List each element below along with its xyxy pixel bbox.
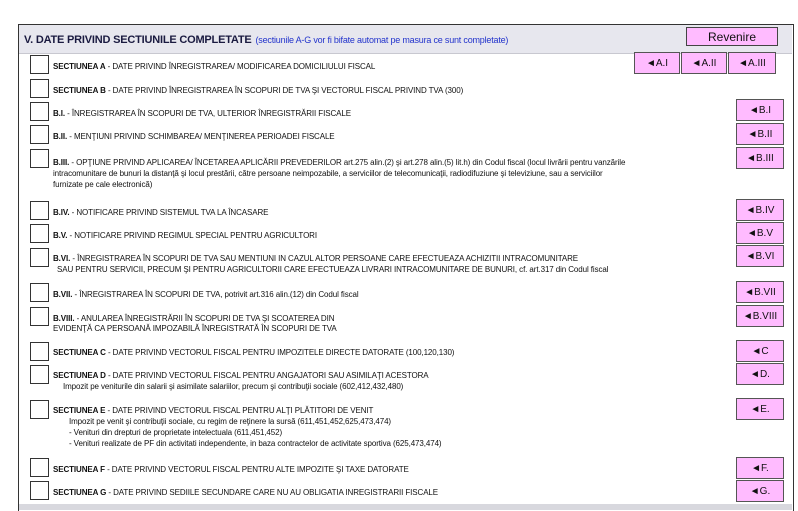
row-b3-line2: intracomunitare de bunuri la distanţă şi locul prestării, către persoane neimpozabile, a serviciilor de telecomunicaţii, radiodifuziune şi televiziune, sau a serviciilor <box>53 169 603 178</box>
row-b4 <box>53 207 268 218</box>
row-label: SECTIUNEA C <box>53 348 106 357</box>
bottom-border <box>19 504 792 510</box>
checkbox-b7[interactable] <box>30 283 49 302</box>
nav-a1-button[interactable]: ◄A.I <box>634 52 680 74</box>
subtitle-text: (sectiunile A-G vor fi bifate automat pe masura ce sunt completate) <box>255 35 509 45</box>
row-label: SECTIUNEA B <box>53 86 106 95</box>
nav-g-button[interactable]: ◄G. <box>736 480 784 502</box>
row-label: SECTIUNEA A <box>53 62 106 71</box>
row-e-line4: - Venituri realizate de PF din activitati independente, in baza contractelor de activitate sportiva (625,473,474) <box>69 439 442 448</box>
row-label: B.IV. <box>53 208 70 217</box>
nav-d-button[interactable]: ◄D. <box>736 363 784 385</box>
row-label: B.VII. <box>53 290 73 299</box>
row-desc: - DATE PRIVIND ÎNREGISTRAREA ÎN SCOPURI DE TVA ŞI VECTORUL FISCAL PRIVIND TVA (300) <box>105 86 464 95</box>
checkbox-b4[interactable] <box>30 201 49 220</box>
row-b1 <box>53 108 351 119</box>
row-desc: - DATE PRIVIND VECTORUL FISCAL PENTRU ANGAJATORI SAU ASIMILAŢI ACESTORA <box>105 371 429 380</box>
row-b2 <box>53 131 335 142</box>
checkbox-sectiunea-f[interactable] <box>30 458 49 477</box>
nav-b5-button[interactable]: ◄B.V <box>736 222 784 244</box>
row-desc: - OPŢIUNE PRIVIND APLICAREA/ ÎNCETAREA APLICĂRII PREVEDERILOR art.275 alin.(2) şi art.278 alin.(5) lit.h) din Codul fiscal (locul livrării pentru vanzările <box>69 158 626 167</box>
row-desc: - ÎNREGISTRAREA ÎN SCOPURI DE TVA, ULTERIOR ÎNREGISTRĂRII FISCALE <box>65 109 351 118</box>
nav-b2-button[interactable]: ◄B.II <box>736 123 784 145</box>
checkbox-b5[interactable] <box>30 224 49 243</box>
row-b6-line2: SAU PENTRU SERVICII, PRECUM ŞI PENTRU AGRICULTORII CARE EFECTUEAZA LIVRARI INTRACOMUNITARE DE BUNURI, cf. art.317 din Codul fiscal <box>57 265 609 274</box>
row-b5 <box>53 230 317 241</box>
row-b3 <box>53 157 625 168</box>
row-desc: - NOTIFICARE PRIVIND SISTEMUL TVA LA ÎNCASARE <box>69 208 269 217</box>
checkbox-sectiunea-b[interactable] <box>30 79 49 98</box>
row-desc: - DATE PRIVIND ÎNREGISTRAREA/ MODIFICAREA DOMICILIULUI FISCAL <box>105 62 376 71</box>
row-desc: - MENŢIUNI PRIVIND SCHIMBAREA/ MENŢINEREA PERIOADEI FISCALE <box>67 132 335 141</box>
row-b6 <box>53 253 578 264</box>
row-b8-line2: EVIDENŢĂ CA PERSOANĂ IMPOZABILĂ ÎNREGISTRATĂ ÎN SCOPURI DE TVA <box>53 324 337 333</box>
row-desc: - ÎNREGISTRAREA ÎN SCOPURI DE TVA, potrivit art.316 alin.(12) din Codul fiscal <box>72 290 359 299</box>
row-sectiunea-f <box>53 464 409 475</box>
row-e-line3: - Venituri din drepturi de proprietate intelectuala (611,451,452) <box>69 428 283 437</box>
nav-b3-button[interactable]: ◄B.III <box>736 147 784 169</box>
row-sectiunea-c <box>53 347 454 358</box>
nav-a3-button[interactable]: ◄A.III <box>728 52 776 74</box>
row-sectiunea-a <box>53 61 375 72</box>
checkbox-sectiunea-c[interactable] <box>30 342 49 361</box>
row-desc: - DATE PRIVIND VECTORUL FISCAL PENTRU IMPOZITELE DIRECTE DATORATE (100,120,130) <box>105 348 455 357</box>
row-label: SECTIUNEA G <box>53 488 107 497</box>
checkbox-b3[interactable] <box>30 149 49 168</box>
checkbox-b8[interactable] <box>30 307 49 326</box>
nav-a2-button[interactable]: ◄A.II <box>681 52 727 74</box>
row-label: B.VI. <box>53 254 71 263</box>
row-label: B.V. <box>53 231 68 240</box>
nav-c-button[interactable]: ◄C <box>736 340 784 362</box>
nav-f-button[interactable]: ◄F. <box>736 457 784 479</box>
row-label: B.VIII. <box>53 314 75 323</box>
title-text: V. DATE PRIVIND SECTIUNILE COMPLETATE <box>24 34 252 46</box>
row-desc: - ÎNREGISTRAREA ÎN SCOPURI DE TVA SAU MENTIUNI IN CAZUL ALTOR PERSOANE CARE EFECTUEAZA ACHIZITII INTRACOMUNITARE <box>70 254 579 263</box>
row-desc: - ANULAREA ÎNREGISTRĂRII ÎN SCOPURI DE TVA ŞI SCOATEREA DIN <box>74 314 335 323</box>
nav-b6-button[interactable]: ◄B.VI <box>736 245 784 267</box>
row-b3-line3: furnizate pe cale electronică) <box>53 180 153 189</box>
checkbox-sectiunea-a[interactable] <box>30 55 49 74</box>
row-label: SECTIUNEA F <box>53 465 105 474</box>
nav-b7-button[interactable]: ◄B.VII <box>736 281 784 303</box>
row-label: B.I. <box>53 109 66 118</box>
checkbox-sectiunea-g[interactable] <box>30 481 49 500</box>
row-sectiunea-d <box>53 370 429 381</box>
revenire-button[interactable]: Revenire <box>686 27 778 46</box>
row-sectiunea-g <box>53 487 438 498</box>
row-label: B.II. <box>53 132 68 141</box>
row-desc: - NOTIFICARE PRIVIND REGIMUL SPECIAL PENTRU AGRICULTORI <box>67 231 317 240</box>
row-b7 <box>53 289 359 300</box>
row-desc: - DATE PRIVIND VECTORUL FISCAL PENTRU ALŢI PLĂTITORI DE VENIT <box>105 406 374 415</box>
nav-b8-button[interactable]: ◄B.VIII <box>736 305 784 327</box>
checkbox-b1[interactable] <box>30 102 49 121</box>
row-sectiunea-e <box>53 405 373 416</box>
row-desc: - DATE PRIVIND VECTORUL FISCAL PENTRU ALTE IMPOZITE ŞI TAXE DATORATE <box>104 465 409 474</box>
checkbox-sectiunea-d[interactable] <box>30 365 49 384</box>
row-label: SECTIUNEA E <box>53 406 106 415</box>
checkbox-b2[interactable] <box>30 125 49 144</box>
nav-e-button[interactable]: ◄E. <box>736 398 784 420</box>
nav-b1-button[interactable]: ◄B.I <box>736 99 784 121</box>
row-desc: - DATE PRIVIND SEDIILE SECUNDARE CARE NU AU OBLIGATIA INREGISTRARII FISCALE <box>106 488 439 497</box>
row-d-line2: Impozit pe veniturile din salarii şi asimilate salariilor, precum şi contribuţii sociale (602,412,432,480) <box>63 382 404 391</box>
row-e-line2: Impozit pe venit şi contribuţii sociale, cu regim de reţinere la sursă (611,451,452,625,473,474) <box>69 417 391 426</box>
row-sectiunea-b <box>53 85 463 96</box>
nav-b4-button[interactable]: ◄B.IV <box>736 199 784 221</box>
row-label: B.III. <box>53 158 70 167</box>
checkbox-sectiunea-e[interactable] <box>30 400 49 419</box>
checkbox-b6[interactable] <box>30 248 49 267</box>
row-label: SECTIUNEA D <box>53 371 106 380</box>
section-title <box>24 34 508 46</box>
